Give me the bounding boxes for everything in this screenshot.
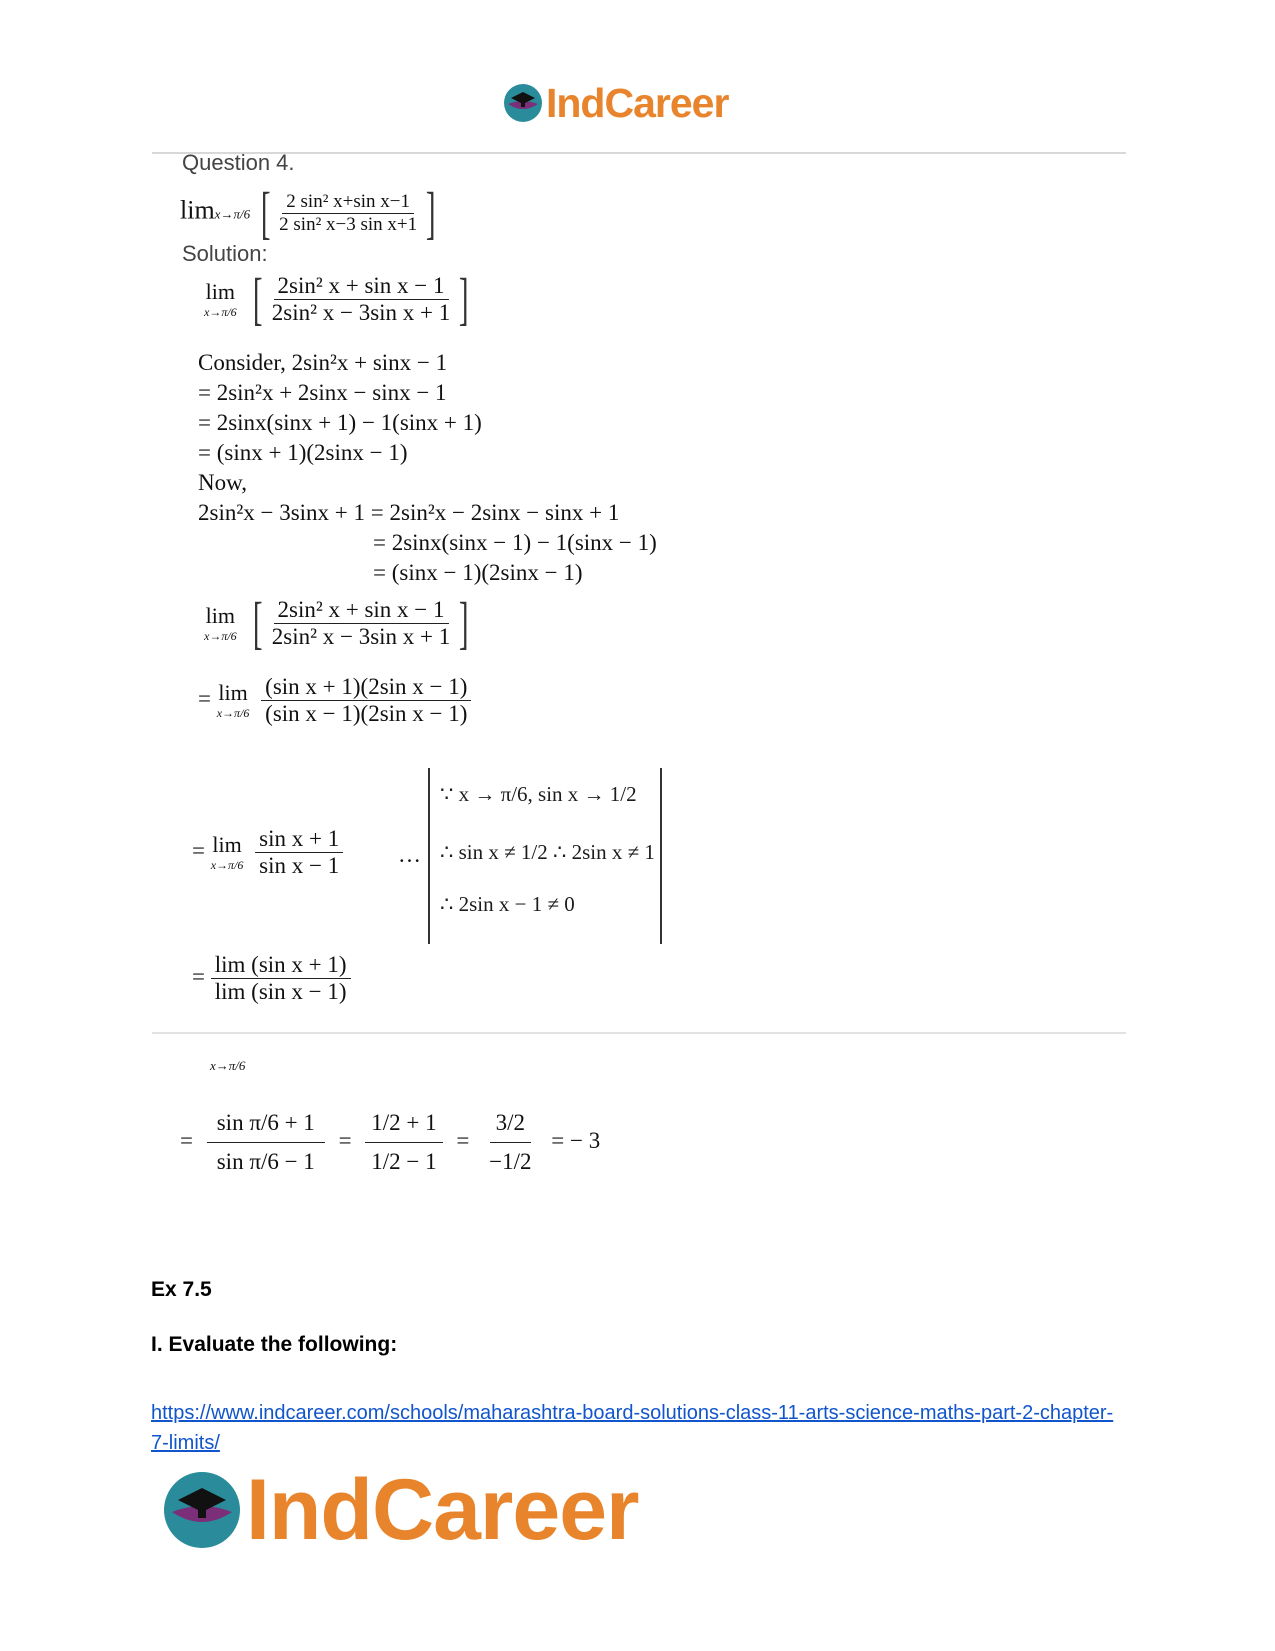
logo-wordmark: IndCareer (546, 79, 729, 126)
question-numerator: 2 sin² x+sin x−1 (282, 191, 414, 214)
final-denominator-a: sin π/6 − 1 (216, 1149, 315, 1174)
fraction-denominator: lim (sin x − 1) (214, 979, 347, 1004)
condition-line-3: ∴ 2sin x − 1 ≠ 0 (440, 892, 575, 916)
equals-sign: = (192, 837, 205, 863)
lim-sub: x→π/6 (204, 628, 237, 643)
equals-sign: = (192, 963, 205, 989)
lim-sub: x→π/6 (204, 304, 237, 319)
equals-sign: = (456, 1127, 470, 1153)
logo-wordmark: IndCareer (246, 1461, 639, 1558)
equals-sign: = (180, 1127, 193, 1153)
limit-expression-4 (192, 826, 343, 879)
limit-expression-1: lim x→π/6 [ $\frac{\text{2sin² x + sin x − 1}}{\text{2sin² x − 3sin x + 1}}$ ] (204, 266, 469, 331)
lim-word: lim (212, 832, 242, 857)
source-link[interactable]: https://www.indcareer.com/schools/maharashtra-board-solutions-class-11-arts-science-maths-part-2-chapter-7-limits/ (151, 1402, 1114, 1454)
solution-label: Solution: (182, 241, 268, 266)
lim-sub: x→π/6 (210, 858, 244, 872)
question-title: Question 4. (182, 150, 295, 175)
condition-line-2: ∴ sin x ≠ 1/2 ∴ 2sin x ≠ 1 (440, 840, 655, 864)
condition-box (428, 768, 662, 944)
lim-subscript: x→π/6 (214, 206, 251, 222)
indcareer-logo-bottom (160, 1462, 639, 1558)
final-computation (180, 1110, 600, 1175)
final-denominator-b: 1/2 − 1 (371, 1149, 437, 1174)
final-denominator-c: −1/2 (489, 1149, 532, 1174)
fraction-numerator: sin x + 1 (255, 826, 343, 853)
fraction-numerator: (sin x + 1)(2sin x − 1) (261, 674, 471, 701)
step-line-4: = (sinx + 1)(2sinx − 1) (198, 440, 408, 465)
question-expression: limx→π/6 [ $\frac{\text{2 sin² x+sin x−1}}{\text{2 sin² x−3 sin x+1}}$ ] (180, 180, 436, 245)
limit-expression-2: lim x→π/6 [ $\frac{\text{2sin² x + sin x − 1}}{\text{2sin² x − 3sin x + 1}}$ ] (204, 590, 469, 655)
question-denominator: 2 sin² x−3 sin x+1 (279, 213, 418, 235)
ellipsis: … (398, 842, 421, 867)
fraction-numerator: 2sin² x + sin x − 1 (274, 273, 449, 300)
lim-word: lim (205, 278, 235, 304)
final-result: = − 3 (551, 1127, 601, 1153)
step-line-8: = (sinx − 1)(2sinx − 1) (373, 560, 583, 585)
exercise-heading: Ex 7.5 (151, 1278, 212, 1301)
condition-line-1: ∵ x → π/6, sin x → 1/2 (440, 782, 637, 806)
indcareer-logo-top (502, 78, 728, 128)
limit-expression-3 (198, 674, 471, 727)
final-numerator-a: sin π/6 + 1 (207, 1110, 325, 1143)
step-line-6: 2sin²x − 3sinx + 1 = 2sin²x − 2sinx − sinx + 1 (198, 500, 620, 525)
fraction-numerator: 2sin² x + sin x − 1 (274, 597, 449, 624)
fraction-denominator: (sin x − 1)(2sin x − 1) (265, 701, 468, 726)
graduation-cap-icon (160, 1468, 244, 1552)
lim-label: lim (180, 195, 215, 225)
fraction-denominator: 2sin² x − 3sin x + 1 (271, 299, 451, 325)
final-numerator-c: 3/2 (490, 1110, 531, 1143)
step-line-7: = 2sinx(sinx − 1) − 1(sinx − 1) (373, 530, 657, 555)
fraction-numerator: lim (sin x + 1) (211, 952, 351, 979)
lim-word: lim (218, 680, 248, 705)
final-numerator-b: 1/2 + 1 (365, 1110, 442, 1143)
graduation-cap-icon (502, 82, 544, 124)
lim-sub-continued: x→π/6 (210, 1058, 246, 1073)
fraction-denominator: 2sin² x − 3sin x + 1 (271, 623, 451, 649)
step-line-3: = 2sinx(sinx + 1) − 1(sinx + 1) (198, 410, 482, 435)
task-heading: I. Evaluate the following: (151, 1333, 398, 1356)
equals-sign: = (198, 685, 211, 711)
limit-expression-5 (192, 952, 351, 1005)
lim-word: lim (205, 602, 235, 628)
step-line-2: = 2sin²x + 2sinx − sinx − 1 (198, 380, 447, 405)
fraction-denominator: sin x − 1 (259, 853, 340, 878)
equals-sign: = (338, 1127, 352, 1153)
step-line-1: Consider, 2sin²x + sinx − 1 (198, 350, 448, 375)
lim-sub: x→π/6 (216, 706, 250, 720)
step-line-5: Now, (198, 470, 247, 495)
